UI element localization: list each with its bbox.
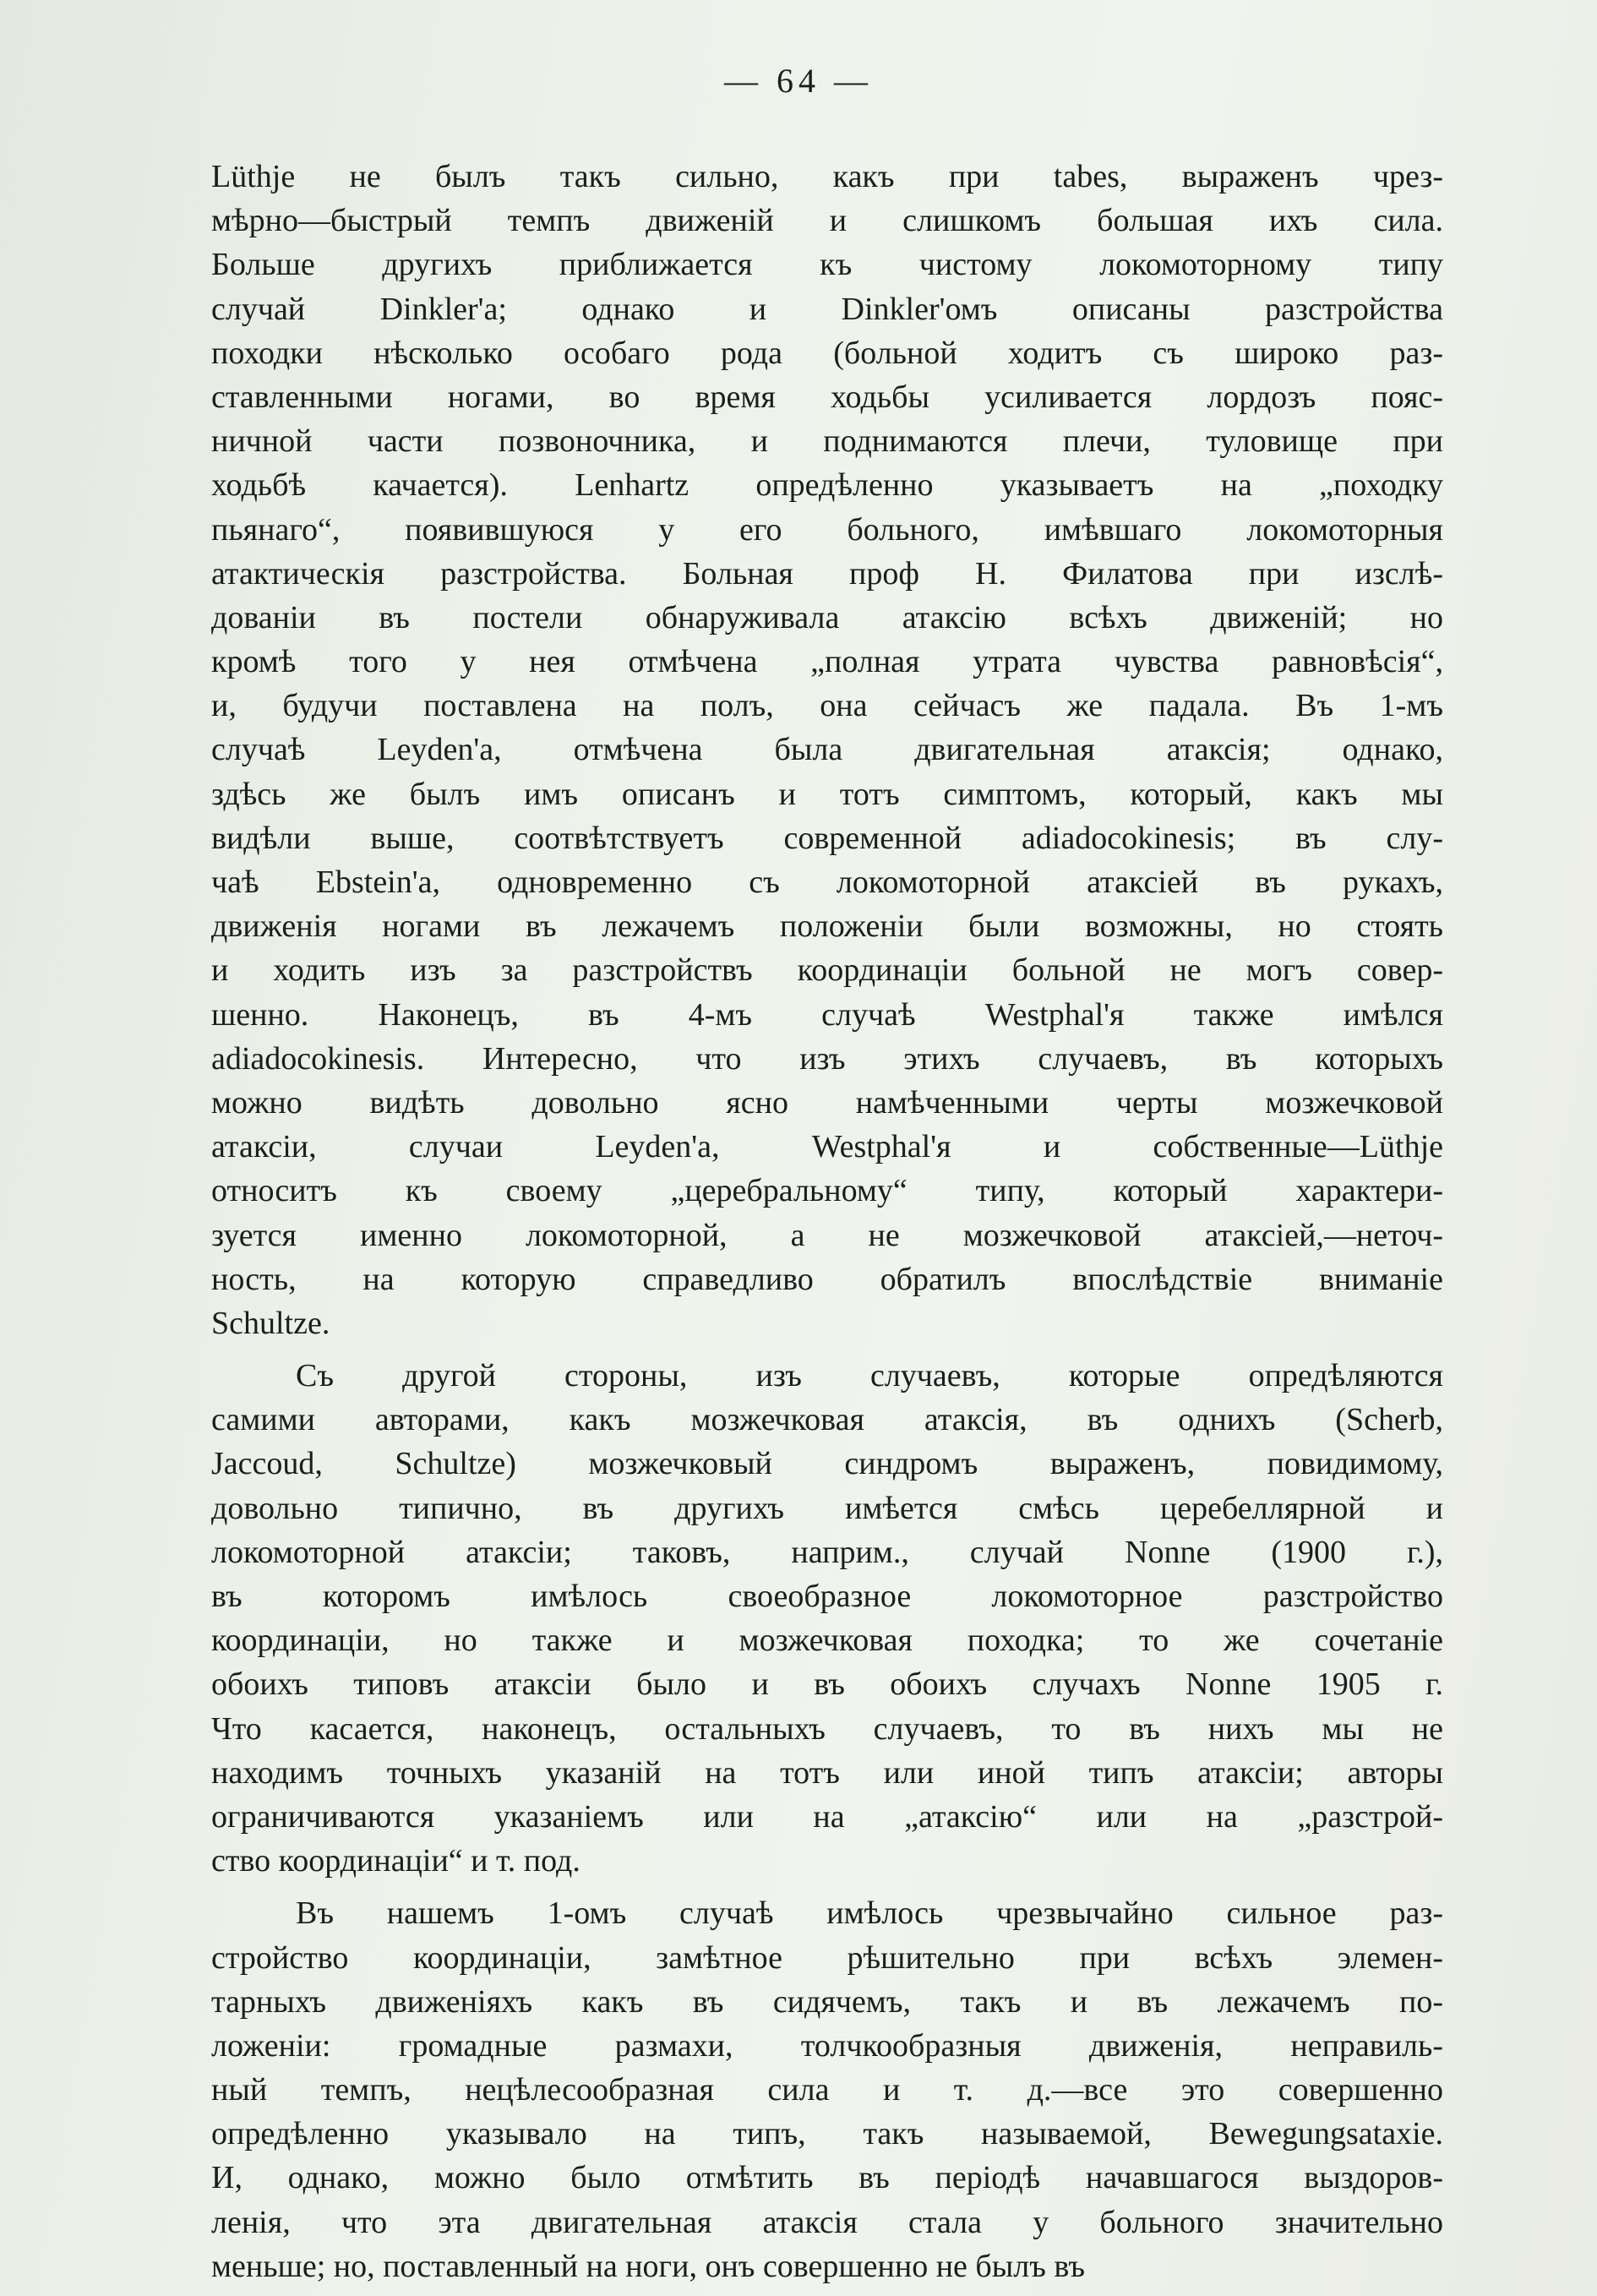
text-line: относитъ къ своему „церебральному“ типу, который характери- <box>211 1173 1443 1209</box>
text-line: Что касается, наконецъ, остальныхъ случаевъ, то въ нихъ мы не <box>211 1710 1443 1747</box>
text-line: Больше другихъ приближается къ чистому локомоторному типу <box>211 247 1443 283</box>
text-line: атактическія разстройства. Больная проф Н. Филатова при изслѣ- <box>211 555 1443 592</box>
text-line: чаѣ Ebstein'а, одновременно съ локомоторной атаксіей въ рукахъ, <box>211 864 1443 900</box>
text-line: ничной части позвоночника, и поднимаются плечи, туловище при <box>211 423 1443 460</box>
text-line: ство координаціи“ и т. под. <box>211 1843 580 1879</box>
text-line: опредѣленно указывало на типъ, такъ называемой, Bewegungsataxie. <box>211 2116 1443 2152</box>
paragraph <box>211 1354 1443 1883</box>
text-line: мѣрно—быстрый темпъ движеній и слишкомъ большая ихъ сила. <box>211 203 1443 239</box>
text-line: меньше; но, поставленный на ноги, онъ совершенно не былъ въ <box>211 2248 1086 2284</box>
text-line: Lüthje не былъ такъ сильно, какъ при tabes, выраженъ чрез- <box>211 159 1443 194</box>
text-line: ограничиваются указаніемъ или на „атаксію“ или на „разстрой- <box>211 1798 1443 1835</box>
text-line: находимъ точныхъ указаній на тотъ или иной типъ атаксіи; авторы <box>211 1754 1443 1791</box>
text-line: можно видѣть довольно ясно намѣченными черты мозжечковой <box>211 1084 1443 1121</box>
body-text <box>211 155 1443 2288</box>
text-line: кромѣ того у нея отмѣчена „полная утрата чувства равновѣсія“, <box>211 644 1443 680</box>
text-line: пьянаго“, появившуюся у его больного, имѣвшаго локомоторныя <box>211 511 1443 548</box>
text-line: тарныхъ движеніяхъ какъ въ сидячемъ, такъ и въ лежачемъ по- <box>211 1983 1443 2020</box>
text-line: И, однако, можно было отмѣтить въ періодѣ начавшагося выздоров- <box>211 2160 1443 2196</box>
page-number: — 64 — <box>724 62 873 100</box>
text-line: въ которомъ имѣлось своеобразное локомоторное разстройство <box>211 1579 1443 1614</box>
text-line: ленія, что эта двигательная атаксія стала у больного значительно <box>211 2204 1443 2240</box>
text-line: дованіи въ постели обнаруживала атаксію всѣхъ движеній; но <box>211 599 1443 635</box>
text-line: ходьбѣ качается). Lenhartz опредѣленно указываетъ на „походку <box>211 467 1443 504</box>
text-line: adiadocokinesis. Интересно, что изъ этихъ случаевъ, въ которыхъ <box>211 1040 1443 1077</box>
text-line: атаксіи, случаи Leyden'а, Westphal'я и собственные—Lüthje <box>211 1129 1443 1165</box>
text-line: локомоторной атаксіи; таковъ, наприм., случай Nonne (1900 г.), <box>211 1534 1443 1570</box>
text-line: зуется именно локомоторной, а не мозжечковой атаксіей,—неточ- <box>211 1217 1443 1253</box>
text-line: координаціи, но также и мозжечковая походка; то же сочетаніе <box>211 1622 1443 1659</box>
text-line: ставленными ногами, во время ходьбы усиливается лордозъ пояс- <box>211 379 1443 415</box>
text-line: здѣсь же былъ имъ описанъ и тотъ симптомъ, который, какъ мы <box>211 776 1443 812</box>
paragraph-gap <box>211 1883 1443 1891</box>
text-line: самими авторами, какъ мозжечковая атаксія, въ однихъ (Scherb, <box>211 1402 1443 1438</box>
text-line: шенно. Наконецъ, въ 4-мъ случаѣ Westphal'я также имѣлся <box>211 996 1443 1033</box>
text-line: ный темпъ, нецѣлесообразная сила и т. д.—все это совершенно <box>211 2072 1443 2108</box>
text-line: и ходить изъ за разстройствъ координаціи больной не могъ совер- <box>211 952 1443 989</box>
text-line: Schultze. <box>211 1305 330 1341</box>
paragraph <box>211 155 1443 1345</box>
text-line: Въ нашемъ 1-омъ случаѣ имѣлось чрезвычайно сильное раз- <box>296 1895 1443 1932</box>
text-line: и, будучи поставлена на полъ, она сейчасъ же падала. Въ 1-мъ <box>211 688 1443 724</box>
text-line: случаѣ Leyden'а, отмѣчена была двигательная атаксія; однако, <box>211 732 1443 768</box>
text-line: стройство координаціи, замѣтное рѣшительно при всѣхъ элемен- <box>211 1939 1443 1976</box>
paragraph <box>211 1891 1443 2288</box>
text-line: довольно типично, въ другихъ имѣется смѣсь церебеллярной и <box>211 1490 1443 1526</box>
text-line: Съ другой стороны, изъ случаевъ, которые опредѣляются <box>296 1358 1443 1394</box>
text-line: обоихъ типовъ атаксіи было и въ обоихъ случахъ Nonne 1905 г. <box>211 1666 1443 1703</box>
text-line: движенія ногами въ лежачемъ положеніи были возможны, но стоять <box>211 908 1443 945</box>
text-line: ложеніи: громадные размахи, толчкообразныя движенія, неправиль- <box>211 2027 1443 2064</box>
text-line: походки нѣсколько особаго рода (больной ходитъ съ широко раз- <box>211 335 1443 371</box>
text-line: ность, на которую справедливо обратилъ впослѣдствіе вниманіе <box>211 1261 1443 1297</box>
paragraph-gap <box>211 1345 1443 1354</box>
text-line: случай Dinkler'a; однако и Dinkler'омъ описаны разстройства <box>211 291 1443 327</box>
text-line: Jaccoud, Schultze) мозжечковый синдромъ выраженъ, повидимому, <box>211 1446 1443 1482</box>
text-line: видѣли выше, соотвѣтствуетъ современной adiadocokinesis; въ слу- <box>211 820 1443 856</box>
